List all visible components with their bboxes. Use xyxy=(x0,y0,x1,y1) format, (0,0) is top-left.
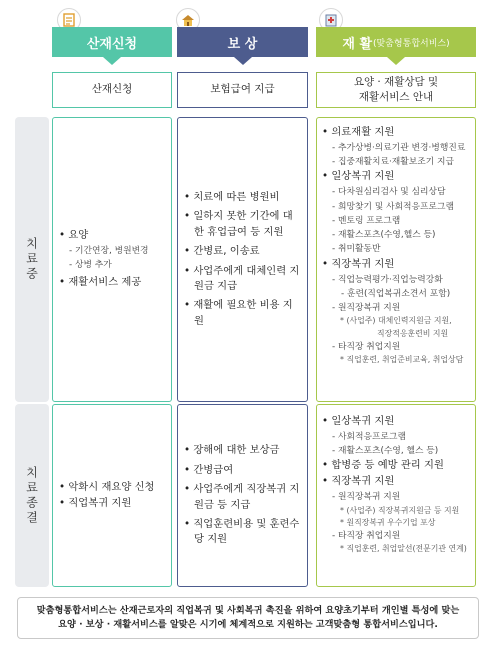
continuation: - 훈련(직업복귀소견서 포함) xyxy=(322,287,469,301)
list-item: - 집중재활치료·재활보조기 지급 xyxy=(322,155,469,169)
label-text: 치료중 xyxy=(24,237,39,282)
list-item: • 악화시 재요양 신청 xyxy=(59,480,165,496)
list-item: - 사회적응프로그램 xyxy=(322,430,469,444)
list-item: - 타직장 취업지원 xyxy=(322,340,469,354)
label-text: 보 상 xyxy=(227,36,258,52)
list-item: • 직업복귀 지원 xyxy=(59,496,165,512)
subheader-rehabilitation xyxy=(316,72,476,108)
list-item: 직장적응훈련비 지원 xyxy=(377,328,449,338)
footer-line-2: 요양 · 보상 · 재활서비스를 알맞은 시기에 체계적으로 지원하는 고객맞춤형 통합서비스입니다. xyxy=(58,619,438,630)
list-item: • 간병료, 이송료 xyxy=(184,244,301,259)
cell-treatment-rehabilitation xyxy=(316,117,476,402)
list-item: - 추가상병·의료기관 변경·병행진료 xyxy=(322,141,469,155)
cell-after-application xyxy=(52,404,172,587)
cell-after-rehabilitation xyxy=(316,404,476,587)
list-item: - 멘토링 프로그램 xyxy=(322,214,469,228)
label-text: 산재신청 xyxy=(86,36,138,52)
row-label-after-treatment xyxy=(15,404,49,587)
subheader-application xyxy=(52,72,172,108)
list-item: * (사업주) 직장복귀지원금 등 지원 xyxy=(322,505,469,517)
list-item: - 상병 추가 xyxy=(59,258,165,272)
subheader-compensation xyxy=(177,72,308,108)
label-text: 보험급여 지급 xyxy=(210,83,275,96)
list-item: * (사업주) 대체인력지원금 지원, xyxy=(322,315,469,327)
label-text: 요양 · 재활상담 및 xyxy=(353,75,439,88)
column-header-rehabilitation xyxy=(316,27,476,57)
column-header-application xyxy=(52,27,172,57)
list-item: • 직장복귀 지원 xyxy=(322,474,469,490)
label-text: 재 활 xyxy=(342,36,373,52)
list-item: • 직장복귀 지원 xyxy=(322,257,469,273)
list-item: • 재활에 필요한 비용 지원 xyxy=(184,298,301,329)
list-item: - 원직장복귀 지원 xyxy=(322,490,469,504)
label-text: 산재신청 xyxy=(91,83,133,96)
list-item: - 타직장 취업지원 xyxy=(322,529,469,543)
list-item: - 재활스포츠(수영,헬스 등) xyxy=(322,228,469,242)
list-item: • 사업주에게 대체인력 지원금 지급 xyxy=(184,264,301,295)
cell-treatment-application xyxy=(52,117,172,402)
footer-line-1: 맞춤형통합서비스는 산재근로자의 직업복귀 및 사회복귀 촉진을 위하여 요양초기부터 개인별 특성에 맞는 xyxy=(36,604,460,616)
list-item: - 기간연장, 병원변경 xyxy=(59,244,165,258)
list-item: • 합병증 등 예방 관리 지원 xyxy=(322,458,469,474)
row-label-treatment xyxy=(15,117,49,402)
list-item: * 직업훈련, 취업준비교육, 취업상담 xyxy=(322,354,469,366)
footer-note xyxy=(17,597,479,639)
list-item: - 재활스포츠(수영, 헬스 등) xyxy=(322,444,469,458)
list-item: • 일하지 못한 기간에 대한 휴업급여 등 지원 xyxy=(184,209,301,240)
list-item: • 직업훈련비용 및 훈련수당 지원 xyxy=(184,517,301,548)
list-item: • 의료재활 지원 xyxy=(322,125,469,141)
list-item: • 치료에 따른 병원비 xyxy=(184,190,301,205)
list-item: - 원직장복귀 지원 xyxy=(322,301,469,315)
label-text: (맞춤형통합서비스) xyxy=(373,38,450,49)
list-item: • 요양 xyxy=(59,228,165,244)
label-text: 치료종결 xyxy=(24,465,39,526)
list-item: - 희망찾기 및 사회적응프로그램 xyxy=(322,200,469,214)
label-text: 재활서비스 안내 xyxy=(358,91,434,103)
list-item: - 직업능력평가·직업능력강화 xyxy=(322,273,469,287)
cell-after-compensation xyxy=(177,404,308,587)
column-header-compensation xyxy=(177,27,308,57)
list-item: • 재활서비스 제공 xyxy=(59,275,165,291)
list-item: - 다차원심리검사 및 심리상담 xyxy=(322,185,469,199)
list-item: • 일상복귀 지원 xyxy=(322,414,469,430)
list-item: * 직업훈련, 취업알선(전문기관 연계) xyxy=(322,543,469,555)
list-item: • 간병급여 xyxy=(184,463,301,478)
list-item: • 장해에 대한 보상금 xyxy=(184,443,301,458)
list-item: - 취미활동반 xyxy=(322,242,469,256)
list-item: • 일상복귀 지원 xyxy=(322,169,469,185)
list-item: • 사업주에게 직장복귀 지원금 등 지급 xyxy=(184,482,301,513)
cell-treatment-compensation xyxy=(177,117,308,402)
list-item: * 원직장복귀 우수기업 포상 xyxy=(322,517,469,529)
